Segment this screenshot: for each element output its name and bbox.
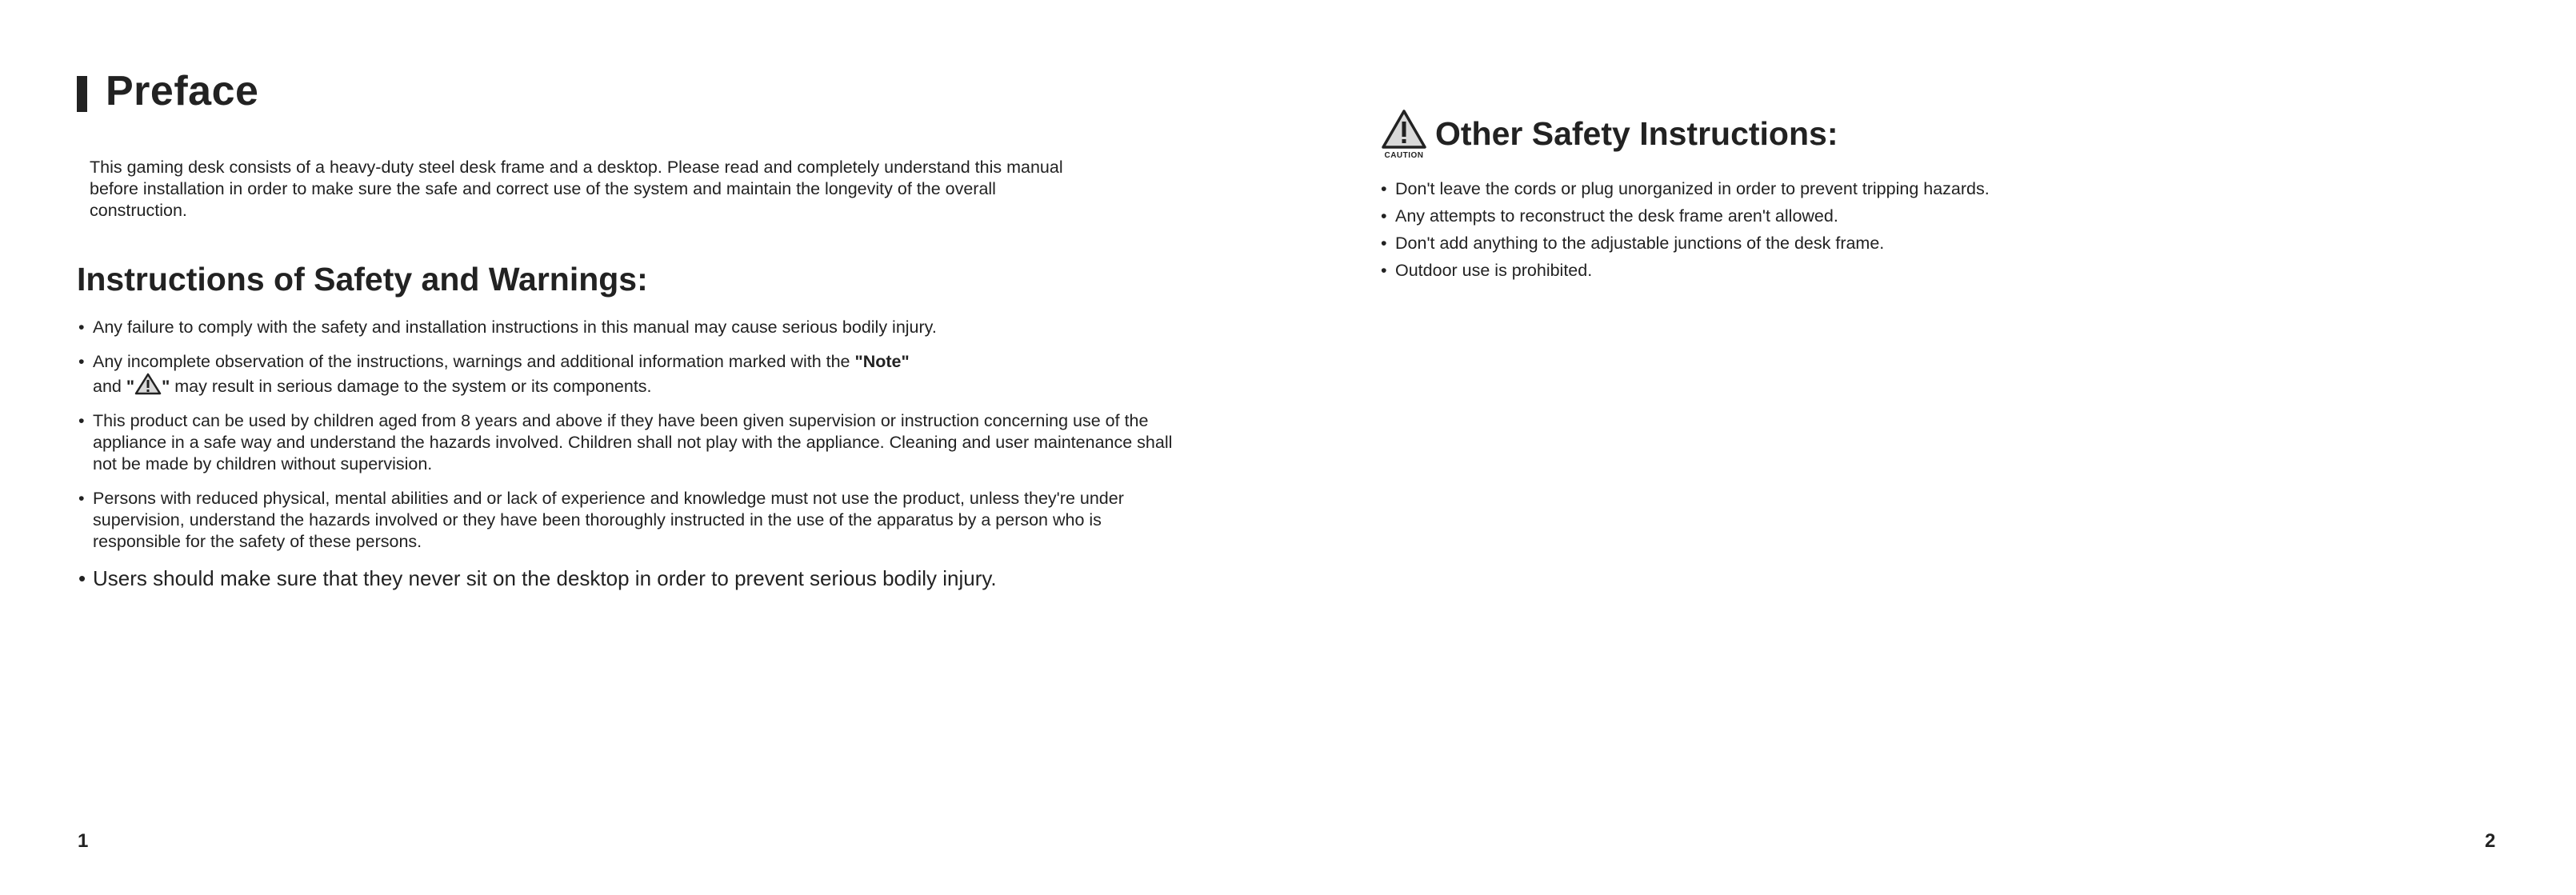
preface-title: Preface — [106, 68, 259, 114]
list-item — [1381, 230, 2181, 257]
right-page — [1288, 0, 2576, 895]
bullet: • — [78, 566, 86, 590]
bullet: • — [1381, 234, 1387, 253]
item-text: and — [93, 377, 126, 396]
safety-list — [78, 317, 1182, 591]
list-item — [78, 351, 1182, 398]
caution-label: CAUTION — [1384, 151, 1424, 160]
page-number: 2 — [2485, 830, 2496, 852]
item-text: Users should make sure that they never sit on the desktop in order to prevent serious bodily injury. — [93, 566, 997, 590]
list-item — [78, 488, 1182, 553]
preface-intro: This gaming desk consists of a heavy-duty steel desk frame and a desktop. Please read and completely understand this manual before installation in order to make sure the safe and correct use of the system and maintain the longevity of the overall construction. — [90, 158, 1063, 220]
bullet: • — [1381, 179, 1387, 198]
item-text: This product can be used by children aged from 8 years and above if they have been given supervision or instruction concerning use of the appliance in a safe way and understand the hazards involved. Children shall not play with the appliance. Cleaning and user maintenance shall not be made by children without supervision. — [93, 411, 1173, 473]
caution-triangle-icon — [1381, 109, 1427, 150]
caution-badge — [1381, 109, 1427, 162]
bullet: • — [78, 489, 85, 508]
item-text: Don't add anything to the adjustable junctions of the desk frame. — [1395, 234, 1885, 253]
list-item — [1381, 257, 2181, 284]
other-safety-list — [1381, 175, 2181, 284]
bullet: • — [78, 318, 85, 337]
item-text: Persons with reduced physical, mental abilities and or lack of experience and knowledge must not use the product, unless they're under supervision, understand the hazards involved or they have been thoroughly instructed in the use of the apparatus by a person who is responsible for the safety of these persons. — [93, 489, 1124, 551]
bullet: • — [78, 352, 85, 371]
item-text: Any failure to comply with the safety and installation instructions in this manual may cause serious bodily injury. — [93, 318, 937, 337]
item-text: may result in serious damage to the system or its components. — [170, 377, 652, 396]
bullet: • — [1381, 206, 1387, 226]
list-item — [1381, 202, 2181, 230]
item-text: Don't leave the cords or plug unorganized in order to prevent tripping hazards. — [1395, 179, 1990, 198]
note-marker: "Note" — [854, 352, 910, 371]
list-item — [78, 410, 1182, 475]
other-safety-heading: Other Safety Instructions: — [1435, 115, 1838, 152]
item-text: Outdoor use is prohibited. — [1395, 261, 1593, 280]
item-text: Any incomplete observation of the instructions, warnings and additional information marked with the — [93, 352, 855, 371]
bullet: • — [1381, 261, 1387, 280]
quote-close: " — [162, 377, 170, 396]
list-item — [1381, 175, 2181, 202]
section-marker-bar — [77, 76, 87, 112]
safety-heading: Instructions of Safety and Warnings: — [77, 261, 648, 298]
quote-open: " — [126, 377, 135, 396]
list-item — [78, 565, 1182, 591]
bullet: • — [78, 411, 85, 430]
warning-triangle-icon — [134, 373, 162, 395]
list-item — [78, 317, 1182, 338]
page-number: 1 — [78, 830, 89, 852]
item-text: Any attempts to reconstruct the desk frame aren't allowed. — [1395, 206, 1838, 226]
